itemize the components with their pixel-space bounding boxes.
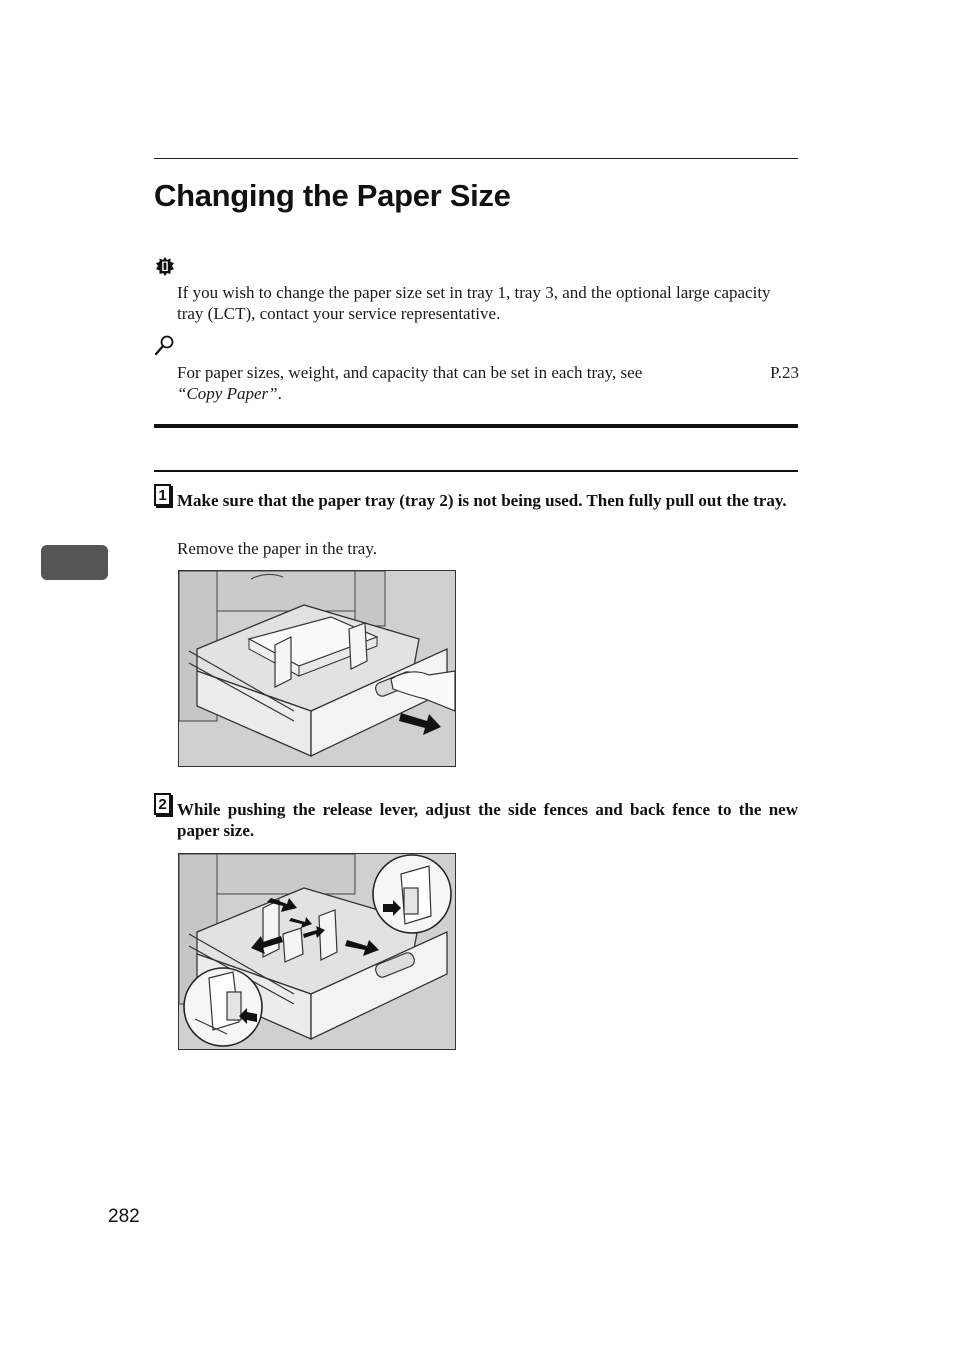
step-1-number-badge: 1 (154, 484, 171, 506)
important-note-icon (155, 257, 175, 277)
section-rule (154, 470, 798, 472)
step-1-detail: Remove the paper in the tray. (177, 539, 377, 558)
reference-note (177, 362, 799, 404)
reference-link-title[interactable]: “Copy Paper” (177, 384, 278, 403)
reference-link-suffix: . (277, 384, 282, 403)
chapter-tab (41, 545, 108, 580)
section-rule-thick (154, 424, 798, 428)
reference-text: For paper sizes, weight, and capacity that can be set in each tray, see (177, 363, 643, 382)
reference-page-link[interactable]: P.23 (770, 363, 799, 382)
page-number: 282 (108, 1206, 140, 1227)
step-2-instruction: While pushing the release lever, adjust the side fences and back fence to the new paper size. (177, 800, 798, 840)
step-1-instruction: Make sure that the paper tray (tray 2) is not being used. Then fully pull out the tray. (177, 491, 787, 510)
step-2-number-badge: 2 (154, 793, 171, 815)
important-note-text: If you wish to change the paper size set in tray 1, tray 3, and the optional large capacity tray (LCT), contact your service representative. (177, 283, 771, 323)
magnifier-reference-icon (154, 334, 176, 356)
fence-adjust-illustration (178, 853, 456, 1050)
page-title: Changing the Paper Size (154, 178, 511, 213)
header-rule (154, 158, 798, 159)
tray-pull-out-illustration (178, 570, 456, 767)
